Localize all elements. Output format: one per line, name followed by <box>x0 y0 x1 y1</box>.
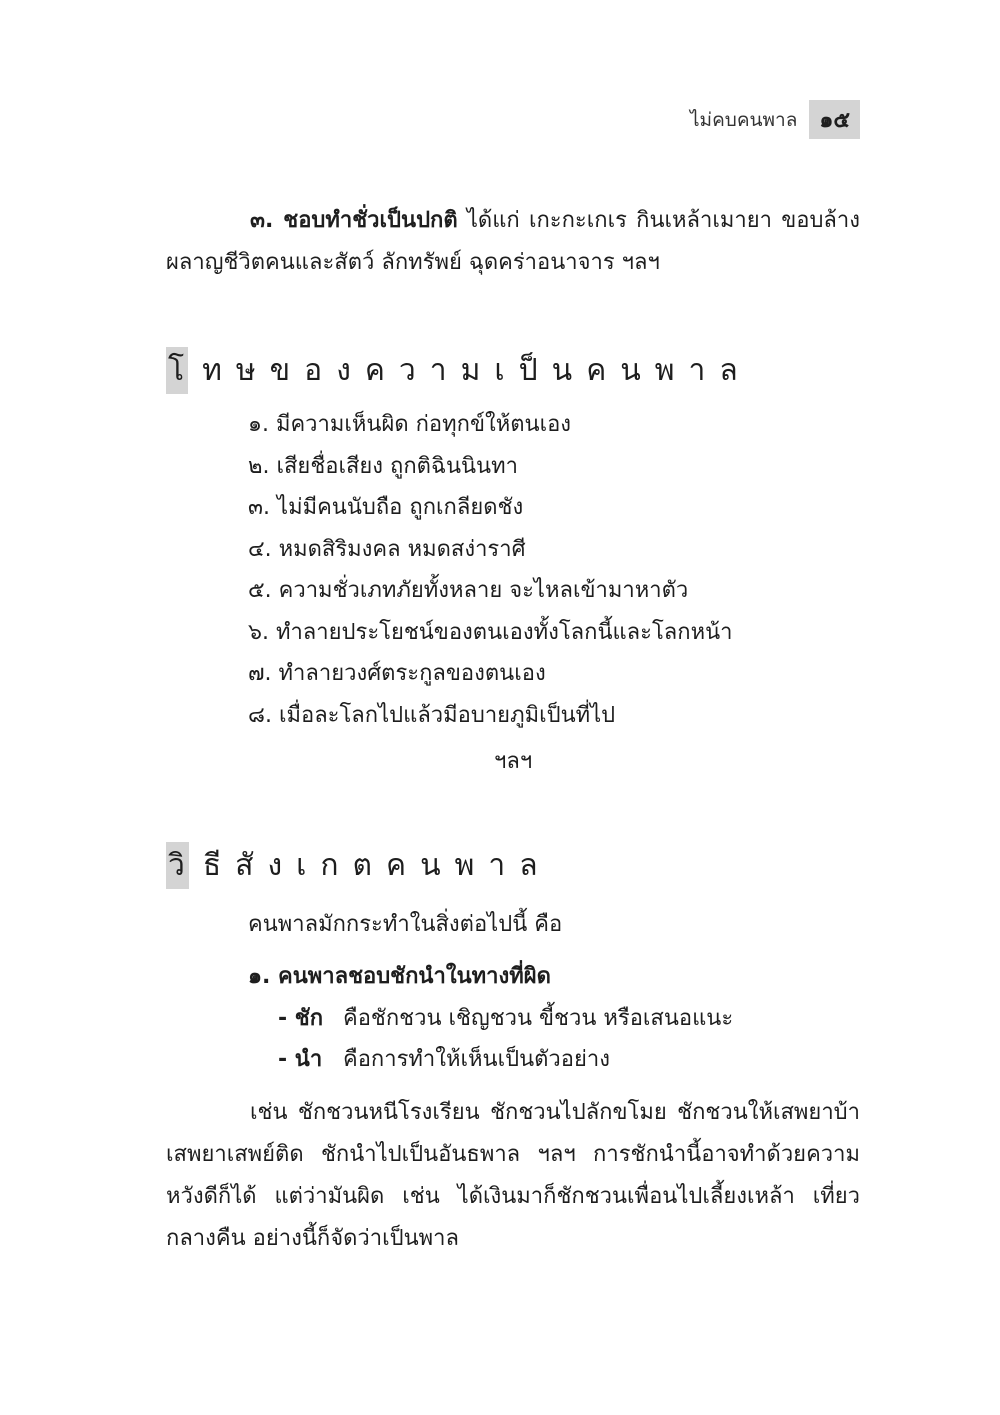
running-title: ไม่คบคนพาล <box>689 108 798 131</box>
list-item: ๕. ความชั่วเภทภัยทั้งหลาย จะไหลเข้ามาหาตัว <box>248 578 689 603</box>
example-paragraph: เช่น ชักชวนหนีโรงเรียน ชักชวนไปลักขโมย ชักชวนให้เสพยาบ้า เสพยาเสพย์ติด ชักนำไปเป็นอันธพาล ฯลฯ การชักนำนี้อาจทำด้วยความหวังดีก็ได้ แต่ว่ามันผิด เช่น ได้เงินมาก็ชักชวนเพื่อนไปเลี้ยงเหล้า เที่ยวกลางคืน อย่างนี้ก็จัดว่าเป็นพาล <box>166 1100 860 1251</box>
list-item: ๔. หมดสิริมงคล หมดสง่าราศี <box>248 536 526 562</box>
section-heading-observe <box>166 842 552 889</box>
list-item: ๗. ทำลายวงศ์ตระกูลของตนเอง <box>248 661 546 686</box>
running-header <box>690 100 860 139</box>
list-item: ๑. มีความเห็นผิด ก่อทุกข์ให้ตนเอง <box>248 412 572 437</box>
list-item: ๒. เสียชื่อเสียง ถูกติฉินนินทา <box>248 453 518 479</box>
section-intro: คนพาลมักกระทำในสิ่งต่อไปนี้ คือ <box>248 912 563 937</box>
definition-meaning: คือการทำให้เห็นเป็นตัวอย่าง <box>343 1047 610 1072</box>
heading-initial: โ <box>166 347 188 394</box>
page-number: ๑๕ <box>809 100 860 139</box>
list-item: ๖. ทำลายประโยชน์ของตนเองทั้งโลกนี้และโลกหน้า <box>248 619 733 645</box>
definition-meaning: คือชักชวน เชิญชวน ขี้ชวน หรือเสนอแนะ <box>343 1006 734 1031</box>
harm-list <box>248 404 733 736</box>
definition-row <box>278 1041 610 1076</box>
paragraph-bad-habit <box>166 200 860 284</box>
heading-text: ทษของความเป็นคนพาล <box>202 353 752 388</box>
definition-term: - นำ <box>278 1047 323 1072</box>
list-item: ๓. ไม่มีคนนับถือ ถูกเกลียดชัง <box>248 495 524 520</box>
point-title: ๑. คนพาลชอบชักนำในทางที่ผิด <box>248 964 551 989</box>
list-item: ๘. เมื่อละโลกไปแล้วมีอบายภูมิเป็นที่ไป <box>248 702 616 728</box>
heading-initial: วิ <box>166 842 189 889</box>
paragraph-body: ได้แก่ เกะกะเกเร กินเหล้าเมายา ขอบล้างผลาญชีวิตคนและสัตว์ ลักทรัพย์ ฉุดคร่าอนาจาร ฯลฯ <box>166 208 860 275</box>
definition-row <box>278 1000 733 1035</box>
etc-marker: ฯลฯ <box>494 749 533 774</box>
paragraph-lead: ๓. ชอบทำชั่วเป็นปกติ <box>250 208 458 233</box>
definition-term: - ชัก <box>278 1006 324 1031</box>
heading-text: ธีสังเกตคนพาล <box>202 848 552 883</box>
section-heading-harm <box>166 347 752 394</box>
